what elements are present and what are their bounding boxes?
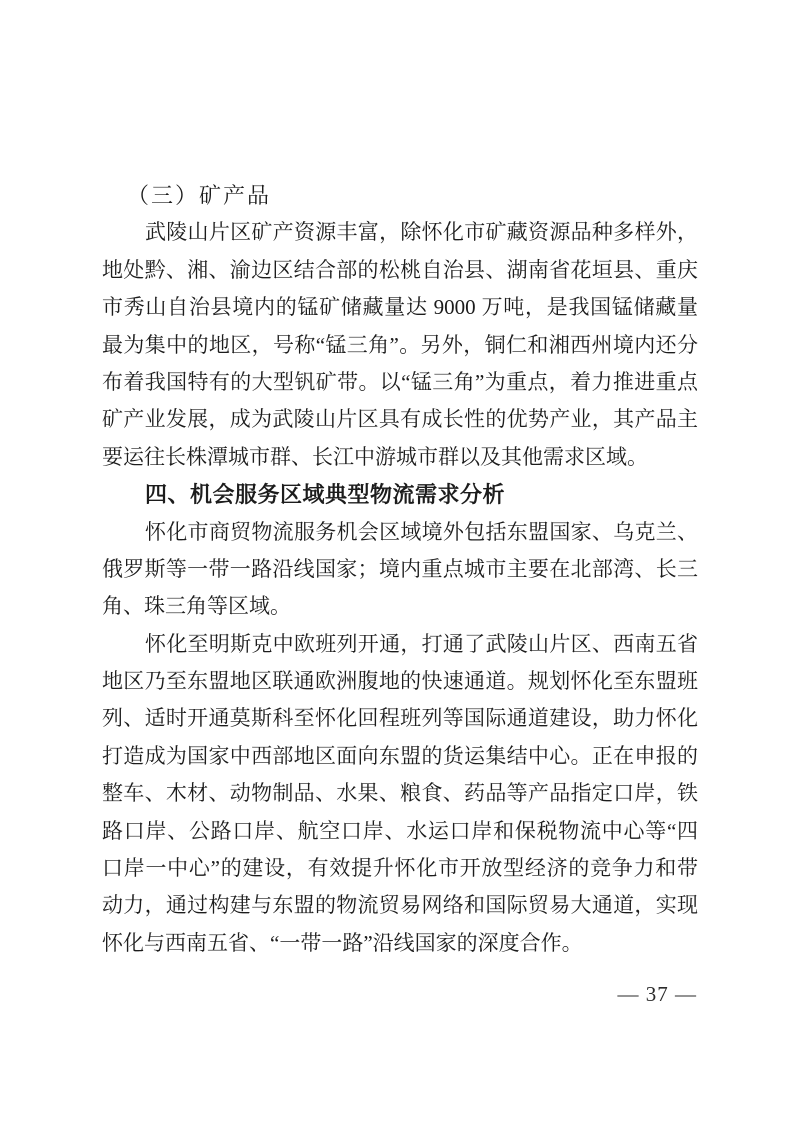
paragraph-mineral-resources-line: 市秀山自治县境内的锰矿储藏量达 9000 万吨，是我国锰储藏量 — [102, 295, 698, 320]
heading-section-four-line: 四、机会服务区域典型物流需求分析 — [145, 482, 506, 508]
page-number: — 37 — — [617, 982, 697, 1006]
paragraph-mineral-resources-line: 要运往长株潭城市群、长江中游城市群以及其他需求区域。 — [102, 444, 648, 469]
document-body — [102, 177, 698, 962]
paragraph-mineral-resources-line: 最为集中的地区，号称“锰三角”。另外，铜仁和湘西州境内还分 — [102, 332, 698, 357]
paragraph-china-europe-trains-line: 列、适时开通莫斯科至怀化回程班列等国际通道建设，助力怀化 — [102, 706, 698, 731]
paragraph-china-europe-trains-line: 打造成为国家中西部地区面向东盟的货运集结中心。正在申报的 — [102, 743, 698, 768]
paragraph-china-europe-trains-line: 怀化与西南五省、“一带一路”沿线国家的深度合作。 — [102, 930, 583, 955]
paragraph-china-europe-trains-line: 路口岸、公路口岸、航空口岸、水运口岸和保税物流中心等“四 — [102, 818, 698, 843]
paragraph-mineral-resources-line: 布着我国特有的大型钒矿带。以“锰三角”为重点，着力推进重点 — [102, 369, 698, 394]
heading-mineral-products-line: （三）矿产品 — [127, 183, 272, 208]
paragraph-china-europe-trains-line: 动力，通过构建与东盟的物流贸易网络和国际贸易大通道，实现 — [102, 893, 698, 918]
paragraph-service-regions-line: 怀化市商贸物流服务机会区域境外包括东盟国家、乌克兰、 — [145, 519, 698, 544]
paragraph-china-europe-trains-line: 口岸一中心”的建设，有效提升怀化市开放型经济的竞争力和带 — [102, 856, 698, 881]
paragraph-service-regions-line: 俄罗斯等一带一路沿线国家；境内重点城市主要在北部湾、长三 — [102, 556, 698, 581]
paragraph-service-regions-line: 角、珠三角等区域。 — [102, 594, 291, 619]
paragraph-mineral-resources-line: 武陵山片区矿产资源丰富，除怀化市矿藏资源品种多样外， — [145, 220, 698, 245]
paragraph-mineral-resources-line: 地处黔、湘、渝边区结合部的松桃自治县、湖南省花垣县、重庆 — [102, 257, 698, 282]
paragraph-china-europe-trains-line: 整车、木材、动物制品、水果、粮食、药品等产品指定口岸，铁 — [102, 781, 698, 806]
paragraph-china-europe-trains-line: 地区乃至东盟地区联通欧洲腹地的快速通道。规划怀化至东盟班 — [102, 669, 698, 694]
paragraph-china-europe-trains-line: 怀化至明斯克中欧班列开通，打通了武陵山片区、西南五省 — [145, 631, 698, 656]
paragraph-mineral-resources-line: 矿产业发展，成为武陵山片区具有成长性的优势产业，其产品主 — [102, 407, 698, 432]
